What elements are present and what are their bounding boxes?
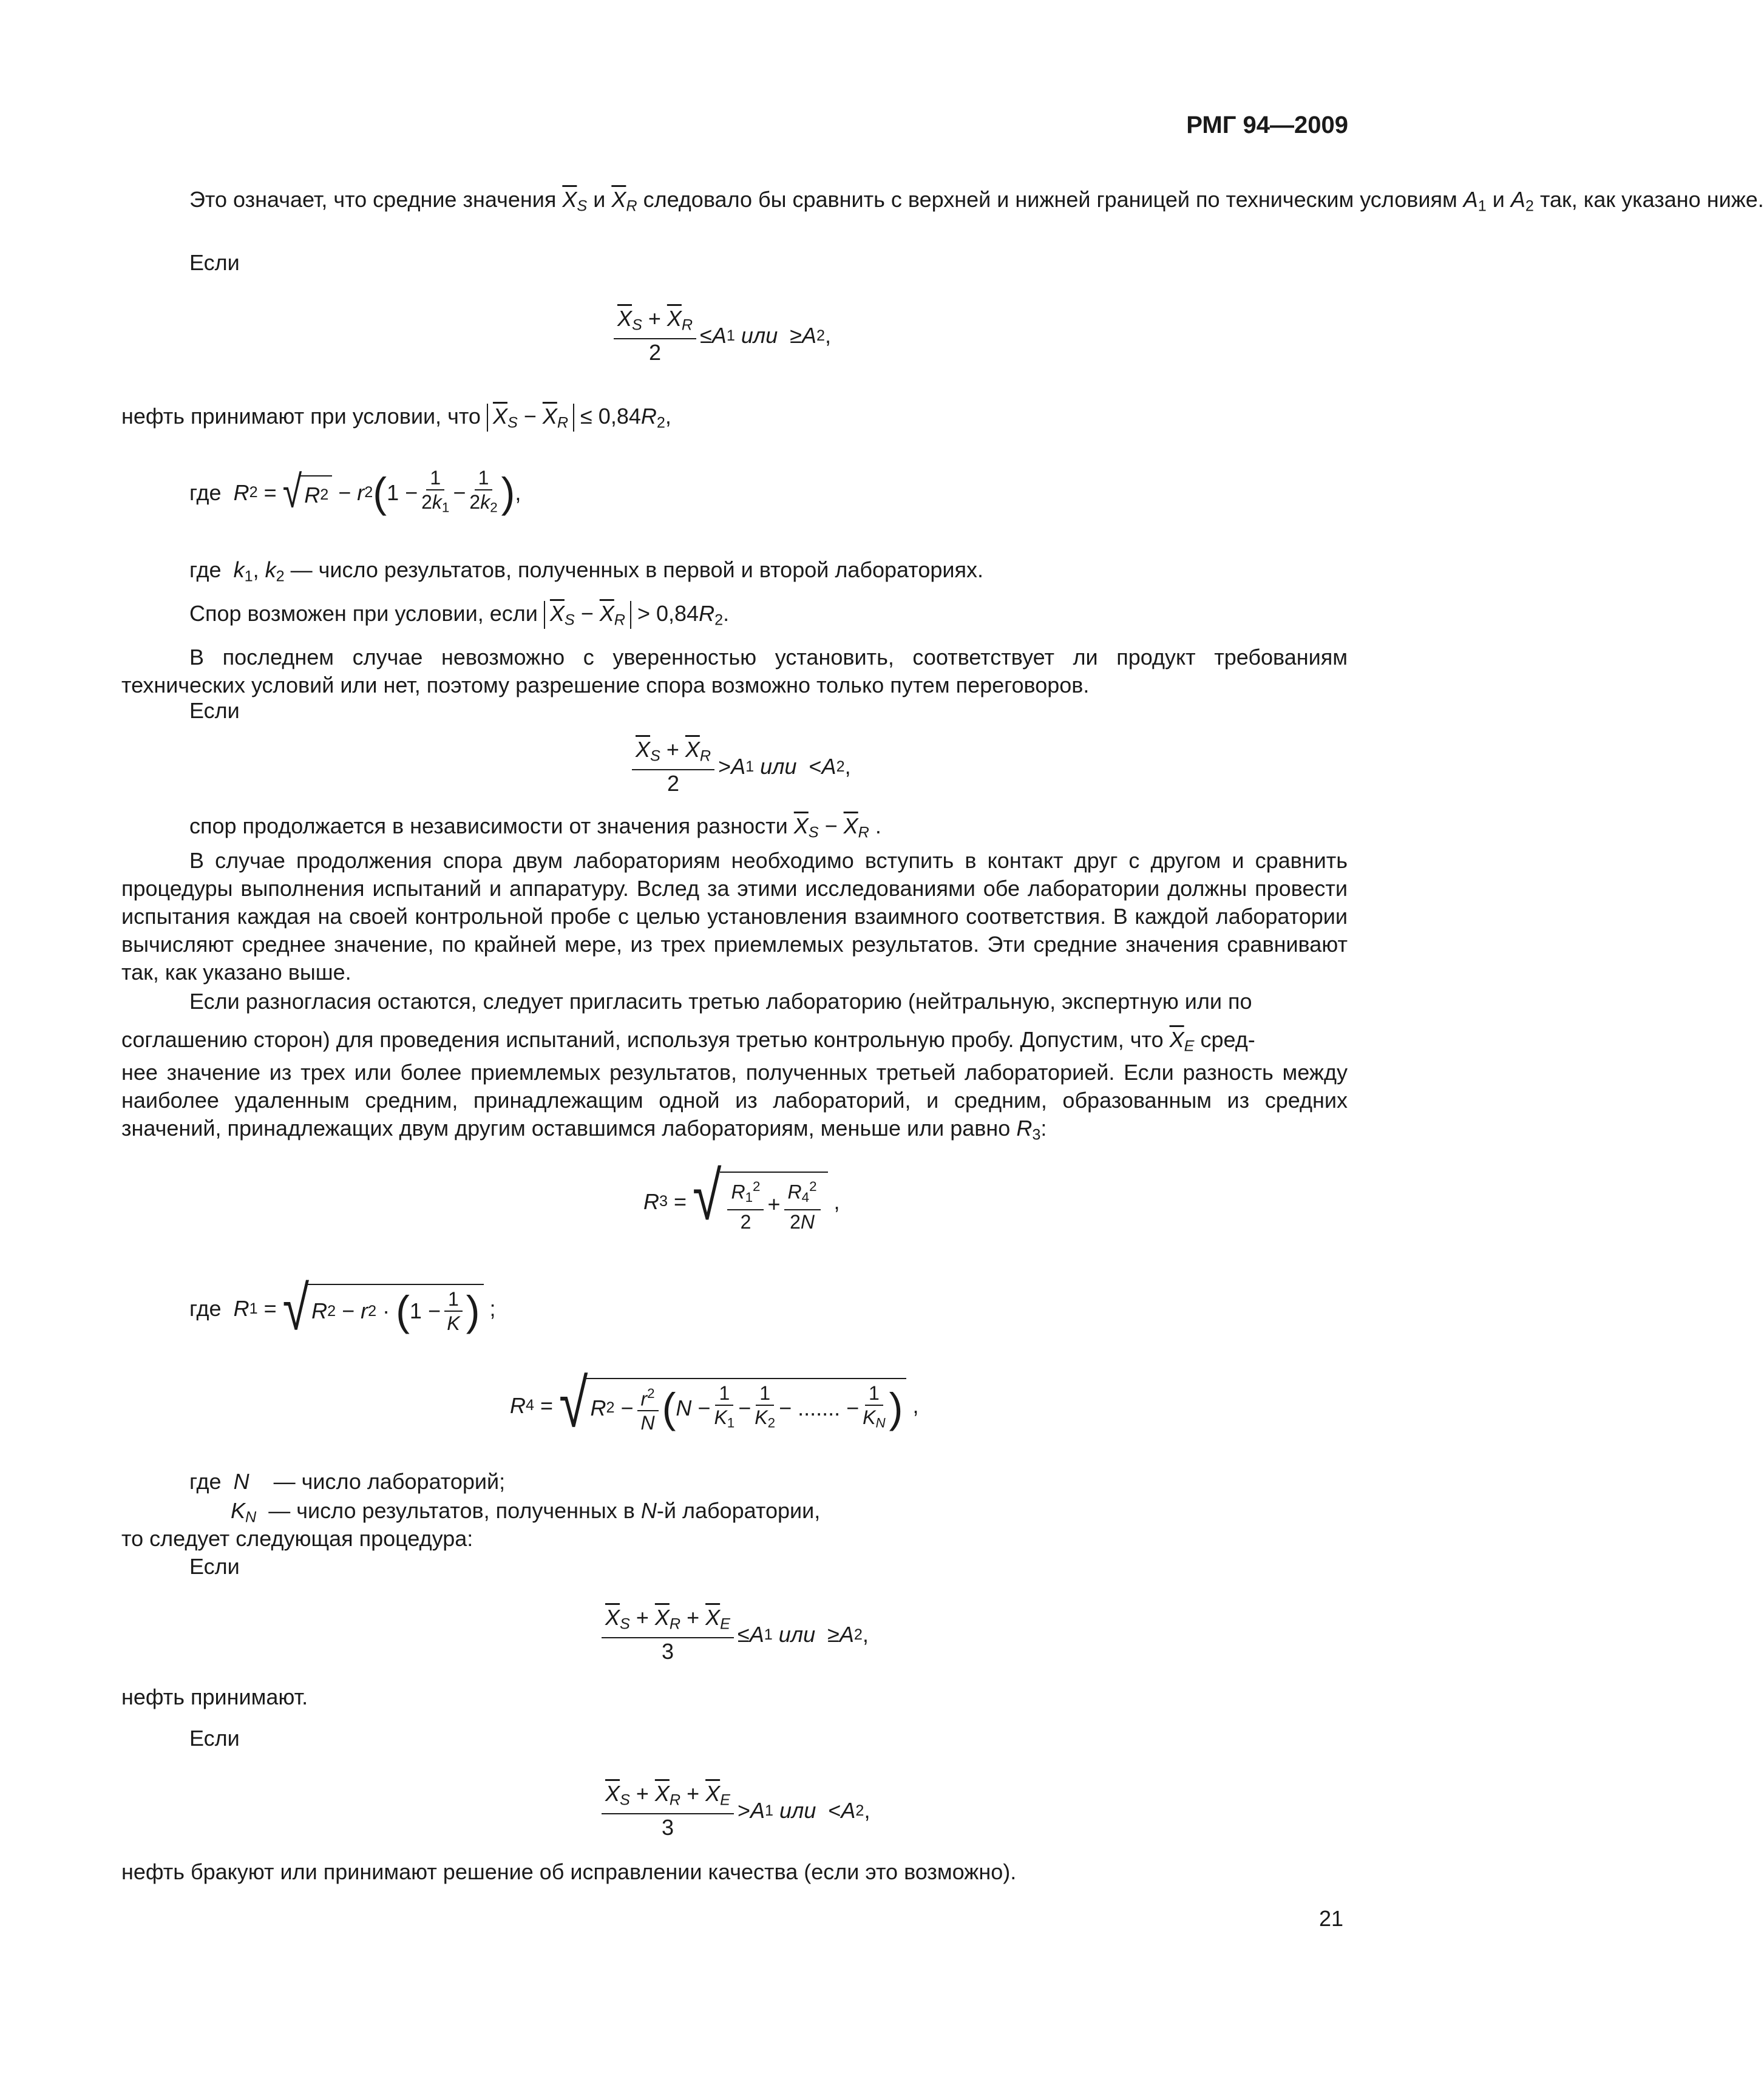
accept-condition-line: нефть принимают при условии, что $\overline{X}_S - \overline{X}_R \le 0,84R_2$, [121, 404, 671, 432]
formula-r3: R 3 = √ $\frac{R_1^2}{2}$ + $\frac{R_4^2}{2N}$ , [643, 1158, 840, 1235]
formula-r1: где R 1 = √ R 2 − r 2 · ( 1 − $\frac{1}{K}$ ) ; [189, 1272, 496, 1343]
formula-average-condition: $\frac{\overline{X}_S + \overline{X}_R}{2}$ ≤ A 1 или ≥ A 2 , [610, 307, 831, 365]
accept-result: нефть принимают. [121, 1684, 308, 1709]
k-definition: где $k_1$, $k_2$ — число результатов, полученных в первой и второй лабораториях. [189, 557, 984, 585]
paragraph-third-lab-3: нее значение из трех или более приемлемых результатов, полученных третьей лабораторией. Если разность между наиболее удаленным средним, принадлежащим одной из лабораторий, и средним, образованным из средних значений, принадлежащих двум другим оставшимся лабораториям, меньше или равно $R_3$: [121, 1060, 1348, 1144]
formula-r4: R 4 = √ R 2 − $\frac{r^2}{N}$ ( N − $\frac{1}{K_1}$ − $\frac{1}{K_2}$ − ....... − $\frac{1}{K_N}$ ) , [510, 1365, 919, 1442]
paragraph-third-lab-1: Если разногласия остаются, следует пригласить третью лабораторию (нейтральную, экспертную или по [189, 989, 1252, 1014]
page-number: 21 [1318, 1906, 1343, 1931]
if-label-1: Если [189, 250, 240, 275]
paragraph-intro: Это означает, что средние значения $\overline{X}_S$ и $\overline{X}_R$ следовало бы сравнить с верхней и нижней границей по техническим условиям $A_1$ и $A_2$ так, как указано ниже. [189, 187, 1764, 215]
paragraph-third-lab-2: соглашению сторон) для проведения испытаний, используя третью контрольную пробу. Допустим, что $\overline{X}_E$ сред- [121, 1027, 1255, 1055]
formula-average-reject: $\frac{\overline{X}_S + \overline{X}_R}{2}$ > A 1 или < A 2 , [628, 738, 851, 796]
dispute-continues: спор продолжается в независимости от значения разности $\overline{X}_S - \overline{X}_R$ . [189, 813, 881, 841]
document-code: РМГ 94—2009 [1186, 112, 1348, 138]
if-label-2: Если [189, 698, 240, 723]
then-procedure: то следует следующая процедура: [121, 1526, 473, 1551]
dispute-condition: Спор возможен при условии, если $\overline{X}_S - \overline{X}_R > 0,84R_2$. [189, 601, 730, 629]
reject-result: нефть бракуют или принимают решение об исправлении качества (если это возможно). [121, 1859, 1017, 1884]
kn-definition: $K_N$ — число результатов, полученных в N-й лаборатории, [231, 1498, 821, 1526]
formula-three-lab-reject: $\frac{\overline{X}_S + \overline{X}_R + \overline{X}_E}{3}$ > A 1 или < A 2 , [598, 1782, 870, 1840]
paragraph-last-case: В последнем случае невозможно с уверенностью установить, соответствует ли продукт требованиям технических условий или нет, поэтому разрешение спора возможно только путем переговоров. [121, 645, 1348, 697]
paragraph-continue: В случае продолжения спора двум лабораториям необходимо вступить в контакт друг с другом и сравнить процедуры выполнения испытаний и аппаратуру. Вслед за этими исследованиями обе лаборатории должны провести испытания каждая на своей контрольной пробе с целью установления взаимного соответствия. В каждой лаборатории вычисляют среднее значение, по крайней мере, из трех приемлемых результатов. Эти средние значения сравнивают так, как указано выше. [121, 848, 1348, 985]
if-label-4: Если [189, 1726, 240, 1751]
n-definition: где N — число лабораторий; [189, 1469, 506, 1494]
formula-three-lab-accept: $\frac{\overline{X}_S + \overline{X}_R + \overline{X}_E}{3}$ ≤ A 1 или ≥ A 2 , [598, 1606, 869, 1664]
formula-r2: где R 2 = √ R 2 − r 2 ( 1 − $\frac{1}{2k_1}$ − $\frac{1}{2k_2}$ ) , [189, 467, 521, 518]
if-label-3: Если [189, 1554, 240, 1579]
